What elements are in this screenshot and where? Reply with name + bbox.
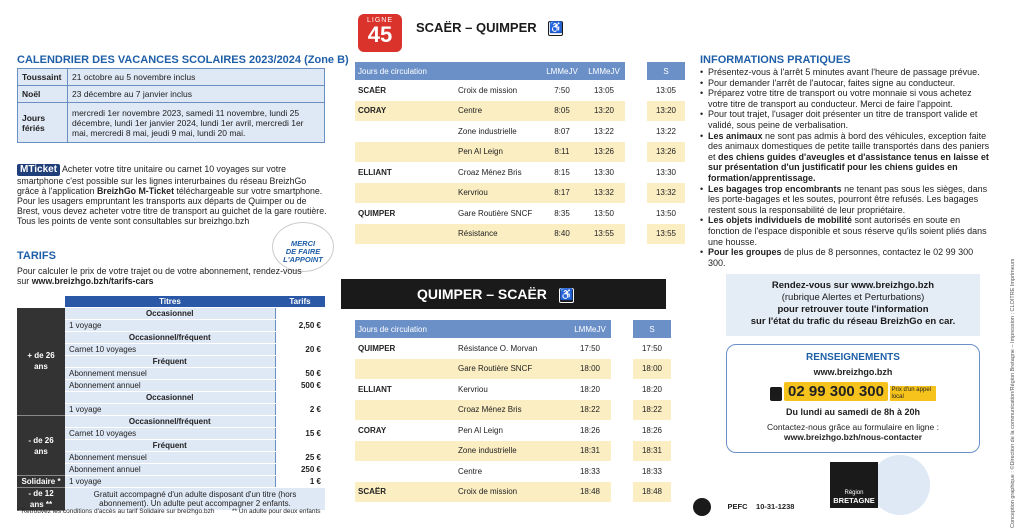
stop: Résistance O. Morvan [458, 343, 538, 353]
table-corner [17, 296, 65, 308]
footnote: ** Un adulte pour deux enfants [232, 508, 321, 515]
table-row [355, 142, 685, 163]
tarif-label: Carnet 10 voyages [65, 344, 275, 356]
time: 8:35 [554, 208, 570, 218]
time: 18:33 [641, 466, 663, 476]
tarif-price: 250 € [275, 464, 325, 476]
info-text: Présentez-vous à l'arrêt 5 minutes avant l'heure de passage prévue. [708, 67, 980, 77]
city: QUIMPER [358, 343, 396, 353]
info-text: ne sont pas admis à bord des véhicules, exception faite des animaux domestiques de petite taille transportés dans des paniers et [708, 130, 990, 162]
stop: Kervriou [455, 183, 541, 204]
table-row [17, 308, 325, 320]
mticket-app-name: BreizhGo M-Ticket [96, 186, 175, 196]
list-item [700, 78, 992, 89]
time: 18:22 [569, 400, 611, 421]
table-row [355, 400, 671, 421]
column-header: S [633, 320, 671, 338]
age-group: + de 26 ans [17, 308, 65, 416]
contact-form-link[interactable]: www.breizhgo.bzh/nous-contacter [783, 432, 923, 443]
time: 18:20 [641, 384, 663, 394]
wheelchair-icon: ♿ [549, 22, 563, 35]
time: 18:26 [579, 425, 601, 435]
time: 8:11 [541, 142, 583, 163]
tarif-label: Abonnement annuel [65, 464, 275, 476]
tarifs-intro-text: Pour calculer le prix de votre trajet ou de votre abonnement, rendez-vous sur [17, 266, 302, 286]
info-text: Préparez votre titre de transport ou votre monnaie si vous achetez votre titre de transport au conducteur. Merci de faire l'appoint. [708, 88, 972, 109]
mticket-text: téléchargeable sur votre smartphone. [176, 186, 323, 196]
tarif-price: 50 € [275, 368, 325, 380]
city: ELLIANT [358, 384, 392, 394]
table-row [18, 86, 325, 103]
list-item [700, 109, 992, 130]
region-logo-text: BRETAGNE [833, 496, 875, 505]
list-item [700, 184, 992, 216]
tarif-label: Abonnement annuel [65, 380, 275, 392]
list-item [700, 88, 992, 109]
stop: Pen Al Leign [455, 142, 541, 163]
time: 13:55 [583, 224, 625, 245]
stop: Centre [458, 466, 483, 476]
schedule-scaer-quimper [355, 62, 685, 244]
calendar-key: Noël [18, 86, 68, 103]
stop: Centre [455, 101, 541, 122]
time: 8:07 [554, 126, 570, 136]
table-row [355, 101, 685, 122]
time: 18:20 [579, 384, 601, 394]
time: 13:30 [655, 167, 677, 177]
tarif-price: 20 € [275, 344, 325, 356]
tarif-category: Occasionnel [65, 392, 275, 404]
table-row [355, 62, 685, 80]
appoint-bubble [272, 222, 334, 272]
table-row [17, 296, 325, 308]
time: 18:48 [633, 482, 671, 503]
tarif-category: Occasionnel/fréquent [65, 416, 275, 428]
stop: Croaz Ménez Bris [455, 400, 569, 421]
pefc-code: 10-31-1238 [756, 502, 795, 512]
mticket-text: Pour les usagers empruntant les transports aux départs de Quimper ou de Brest, vous devez acheter votre titre de transport au guichet de la gare routière. [17, 196, 327, 216]
calendar-value: mercredi 1er novembre 2023, samedi 11 novembre, lundi 25 décembre, lundi 1er janvier 2024, lundi 1er avril, mercredi 1er mai, mercredi 8 mai, jeudi 9 mai, lundi 20 mai. [68, 103, 325, 143]
city: CORAY [358, 425, 387, 435]
route-title-text: QUIMPER – SCAËR [417, 286, 547, 302]
city: CORAY [355, 101, 455, 122]
renseignements-box [726, 344, 980, 453]
phone-note: Prix d'un appel local [890, 386, 936, 401]
time: 18:00 [569, 359, 611, 380]
time: 13:26 [647, 142, 685, 163]
table-row [355, 183, 685, 204]
time: 13:22 [655, 126, 677, 136]
time: 17:50 [641, 343, 663, 353]
pefc-icon [693, 498, 711, 516]
stop: Gare Routière SNCF [455, 359, 569, 380]
tarifs-link[interactable]: www.breizhgo.bzh/tarifs-cars [31, 276, 154, 286]
city: SCAËR [355, 482, 455, 503]
time: 18:33 [579, 466, 601, 476]
decorative-circle [870, 455, 930, 515]
calendar-key: Toussaint [18, 69, 68, 86]
calendar-value: 21 octobre au 5 novembre inclus [68, 69, 325, 86]
table-row [355, 80, 685, 101]
info-text: Les bagages trop encombrants [708, 183, 842, 194]
city: QUIMPER [358, 208, 396, 218]
time: 18:48 [569, 482, 611, 503]
age-group: Solidaire * [17, 476, 65, 488]
route-title-text: SCAËR – QUIMPER [416, 20, 537, 35]
time: 7:50 [554, 85, 570, 95]
route-bar [341, 279, 666, 309]
table-row [355, 359, 671, 380]
calendar-key: Jours fériés [18, 103, 68, 143]
time: 18:00 [633, 359, 671, 380]
time: 13:05 [655, 85, 677, 95]
tarif-label: Abonnement mensuel [65, 452, 275, 464]
pefc-mark [693, 498, 794, 516]
time: 8:40 [541, 224, 583, 245]
tarif-label: 1 voyage [65, 404, 275, 416]
tarif-price: 2 € [275, 404, 325, 416]
time: 13:20 [583, 101, 625, 122]
table-row [355, 441, 671, 462]
column-header: Titres [65, 296, 275, 308]
bubble-line: L'APPOINT [283, 255, 323, 264]
stop: Croaz Ménez Bris [458, 167, 522, 177]
list-item [700, 131, 992, 184]
city: ELLIANT [358, 167, 392, 177]
table-row [355, 203, 685, 224]
phone-row [727, 382, 979, 401]
calendar-table [17, 68, 325, 143]
tarif-price [275, 308, 325, 320]
column-header: LMMeJV [583, 62, 625, 80]
time: 13:50 [655, 208, 677, 218]
stop: Zone industrielle [458, 126, 517, 136]
time: 18:26 [641, 425, 663, 435]
table-row [18, 103, 325, 143]
time: 13:22 [593, 126, 615, 136]
tarif-price [275, 332, 325, 344]
stop: Croix de mission [455, 482, 569, 503]
time: 8:05 [541, 101, 583, 122]
table-row [355, 320, 671, 338]
tarif-label: 1 voyage [65, 476, 275, 488]
traffic-info-line: Rendez-vous sur www.breizhgo.bzh [771, 280, 935, 291]
time: 18:22 [633, 400, 671, 421]
mticket-text: Acheter votre titre unitaire ou carnet 10 voyages sur votre smartphone c'est possible sur les lignes interurbaines du réseau BreizhGo grâce à l'application [17, 164, 307, 196]
column-header: S [647, 62, 685, 80]
tarif-price [275, 440, 325, 452]
tarif-label: Carnet 10 voyages [65, 428, 275, 440]
hours: Du lundi au samedi de 8h à 20h [785, 407, 921, 418]
tarif-category: Fréquent [65, 440, 275, 452]
time: 17:50 [579, 343, 601, 353]
traffic-info-line: pour retrouver toute l'information [777, 304, 929, 315]
stop: Kervriou [458, 384, 488, 394]
time: 18:31 [569, 441, 611, 462]
tarif-category: Occasionnel [65, 308, 275, 320]
phone-number[interactable]: 02 99 300 300 [784, 382, 888, 401]
table-row [355, 121, 685, 142]
city [355, 359, 455, 380]
time: 13:55 [647, 224, 685, 245]
info-text: de plus de 8 personnes, contactez le 02 99 300 300. [708, 247, 974, 268]
table-row [355, 379, 671, 400]
phone-icon [770, 387, 782, 401]
table-row [17, 416, 325, 428]
credits: Conception graphique : ©Direction de la communication/Région Bretagne – Impression : CLOITRE Imprimeurs [1010, 258, 1016, 528]
tarif-label: 1 voyage [65, 320, 275, 332]
table-row [17, 476, 325, 488]
tarif-category: Occasionnel/fréquent [65, 332, 275, 344]
city [355, 400, 455, 421]
tarif-price: 15 € [275, 428, 325, 440]
age-group: - de 12 ans ** [17, 488, 65, 511]
time: 13:05 [593, 85, 615, 95]
info-text: Pour les groupes [708, 247, 782, 258]
tarif-price [275, 392, 325, 404]
info-text: ne tenant pas sous les sièges, dans les porte-bagages et les soutes, pourront être refusés. Les bagages restent sous la responsabilité de leur propriétaire. [708, 183, 988, 215]
info-title: INFORMATIONS PRATIQUES [700, 54, 851, 66]
region-bretagne-logo [830, 462, 878, 508]
renseignements-link[interactable]: www.breizhgo.bzh [813, 367, 893, 377]
table-row [355, 162, 685, 183]
info-text: Pour tout trajet, l'usager doit présenter un titre de transport valide et validé, sous peine de verbalisation. [708, 109, 978, 130]
calendar-value: 23 décembre au 7 janvier inclus [68, 86, 325, 103]
table-row [355, 224, 685, 245]
traffic-info-line: (rubrique Alertes et Perturbations) [781, 292, 925, 303]
city [355, 121, 455, 142]
bubble-line: DE FAIRE [285, 247, 321, 256]
age-group: - de 26 ans [17, 416, 65, 476]
tarif-price: 500 € [275, 380, 325, 392]
stop: Résistance [455, 224, 541, 245]
info-text: sont autorisés en soute en fonction de l'espace disponible et sous réserve qu'ils soient pliés dans une housse. [708, 215, 987, 247]
stop: Gare Routière SNCF [458, 208, 533, 218]
wheelchair-icon: ♿ [559, 288, 574, 301]
column-header: LMMeJV [541, 62, 583, 80]
city [355, 224, 455, 245]
mticket-text: Tous les points de vente sont consultables sur breizhgo.bzh [17, 216, 250, 226]
pefc-label: PEFC [727, 502, 748, 512]
info-text: Les animaux [708, 130, 763, 141]
table-row [355, 420, 671, 441]
table-row [355, 482, 671, 503]
mticket-logo: MTicket [17, 164, 60, 176]
tarif-category: Fréquent [65, 356, 275, 368]
table-row [18, 69, 325, 86]
time: 13:50 [593, 208, 615, 218]
time: 13:20 [647, 101, 685, 122]
info-text: Les objets individuels de mobilité [708, 215, 853, 226]
list-item [700, 215, 992, 247]
renseignements-title: RENSEIGNEMENTS [806, 352, 900, 363]
city: SCAËR [358, 85, 387, 95]
info-text: Pour demander l'arrêt de l'autocar, faites signe au conducteur. [708, 77, 956, 88]
info-list [700, 67, 992, 268]
tarifs-title: TARIFS [17, 250, 56, 262]
table-row [355, 461, 671, 482]
traffic-info-box [726, 274, 980, 336]
city [355, 142, 455, 163]
contact-form-text: Contactez-nous grâce au formulaire en ligne : [767, 422, 939, 433]
footnote: * Retrouvez les conditions d'accès au tarif Solidaire sur breizhgo.bzh [17, 508, 215, 515]
tarif-note: Gratuit accompagné d'un adulte disposant d'un titre (hors abonnement). Un adulte peut accompagner 2 enfants. [65, 488, 325, 511]
time: 13:30 [593, 167, 615, 177]
column-header: Jours de circulation [355, 62, 541, 80]
city [355, 183, 455, 204]
table-row [355, 338, 671, 359]
column-header: LMMeJV [569, 320, 611, 338]
tarifs-intro [17, 266, 307, 286]
line-badge [358, 14, 402, 52]
column-header: Jours de circulation [355, 320, 569, 338]
time: 13:32 [647, 183, 685, 204]
tarif-price: 1 € [275, 476, 325, 488]
tarif-price: 2,50 € [275, 320, 325, 332]
tarifs-table [17, 296, 325, 511]
time: 8:15 [554, 167, 570, 177]
line-number: 45 [367, 22, 393, 47]
route-title [416, 20, 563, 36]
mticket-block [17, 164, 329, 226]
stop: Zone industrielle [455, 441, 569, 462]
city [355, 441, 455, 462]
list-item [700, 67, 992, 78]
line-label: LIGNE [366, 17, 393, 24]
list-item [700, 247, 992, 268]
info-text: des chiens guides d'aveugles et d'assistance tenus en laisse et sur présentation d'un justificatif pour les chiens guides en formation/apprentissage. [708, 151, 989, 183]
tarif-label: Abonnement mensuel [65, 368, 275, 380]
city [355, 461, 455, 482]
tarif-price [275, 416, 325, 428]
time: 8:17 [541, 183, 583, 204]
bubble-line: MERCI [290, 239, 316, 248]
stop: Pen Al Leign [458, 425, 503, 435]
calendar-title: CALENDRIER DES VACANCES SCOLAIRES 2023/2024 (Zone B) [17, 54, 349, 66]
stop: Croix de mission [458, 85, 518, 95]
tarif-price [275, 356, 325, 368]
time: 13:26 [583, 142, 625, 163]
region-logo-text: Région [844, 490, 864, 496]
column-header: Tarifs [275, 296, 325, 308]
schedule-quimper-scaer [355, 320, 671, 502]
time: 13:32 [583, 183, 625, 204]
tarif-price: 25 € [275, 452, 325, 464]
traffic-info-line: sur l'état du trafic du réseau BreizhGo en car. [750, 316, 956, 327]
time: 18:31 [633, 441, 671, 462]
